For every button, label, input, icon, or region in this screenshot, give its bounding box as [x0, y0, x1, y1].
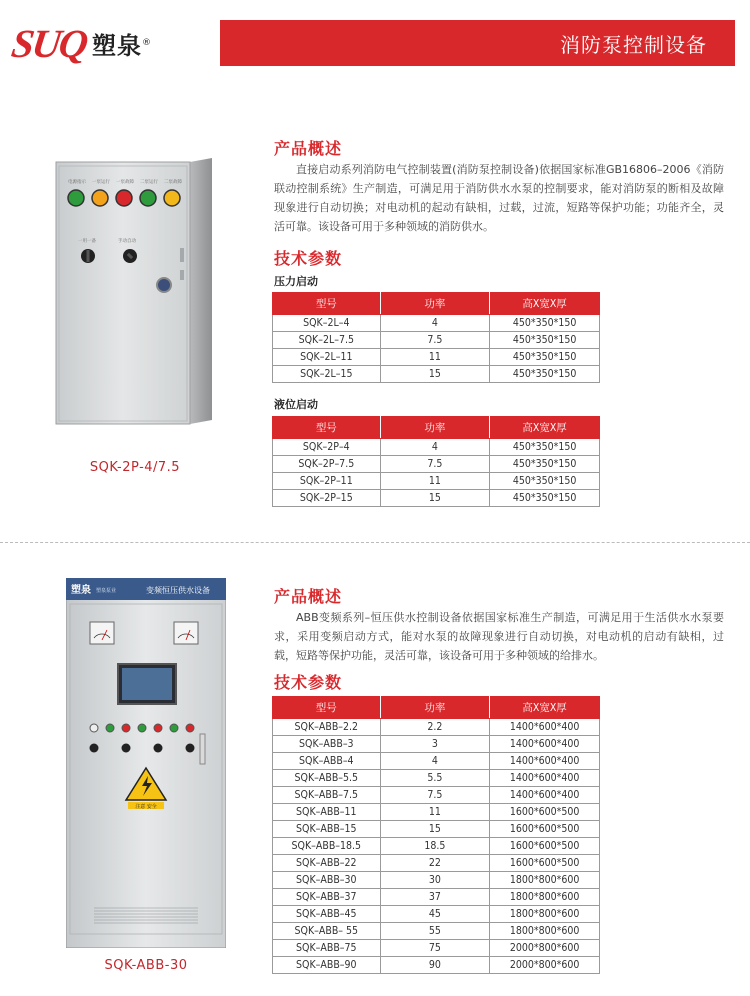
overview-title: 产品概述 — [274, 139, 343, 158]
group-title-level: 液位启动 — [274, 398, 318, 411]
column-header: 高X宽X厚 — [490, 417, 600, 439]
column-header: 高X宽X厚 — [490, 293, 600, 315]
cell-model: SQK–ABB– 55 — [273, 923, 381, 940]
table-row — [273, 490, 600, 507]
spec-table-abb — [272, 696, 600, 974]
table-row — [273, 906, 600, 923]
switch-label: 一用一备 — [78, 239, 96, 244]
switch-label: 手动自动 — [118, 239, 136, 244]
cabinet-title: 变频恒压供水设备 — [146, 586, 210, 595]
table-row — [273, 923, 600, 940]
cell-model: SQK–2P–7.5 — [273, 456, 381, 473]
stop-button — [157, 278, 171, 292]
cell-size: 1400*600*400 — [490, 719, 600, 736]
group-title-pressure: 压力启动 — [274, 275, 318, 288]
cell-size: 450*350*150 — [490, 439, 600, 456]
cell-power: 75 — [380, 940, 490, 957]
cell-power: 11 — [380, 804, 490, 821]
product-caption: SQK-2P-4/7.5 — [89, 460, 181, 475]
cell-size: 1600*600*500 — [490, 855, 600, 872]
cell-model: SQK–ABB–75 — [273, 940, 381, 957]
table-row — [273, 366, 600, 383]
cell-size: 1800*800*600 — [490, 872, 600, 889]
cell-size: 450*350*150 — [490, 349, 600, 366]
product-caption: SQK-ABB-30 — [104, 958, 188, 973]
cabinet-brand-sub: 塑泉泵业 — [96, 588, 117, 594]
cell-size: 1400*600*400 — [490, 770, 600, 787]
cell-model: SQK–ABB–7.5 — [273, 787, 381, 804]
column-header: 功率 — [380, 293, 490, 315]
spec-title: 技术参数 — [274, 249, 343, 268]
table-row — [273, 940, 600, 957]
column-header: 高X宽X厚 — [490, 697, 600, 719]
table-row — [273, 719, 600, 736]
cell-model: SQK–2L–15 — [273, 366, 381, 383]
spec-table-pressure — [272, 292, 600, 383]
cell-size: 450*350*150 — [490, 315, 600, 332]
cell-power: 11 — [380, 473, 490, 490]
table-row — [273, 855, 600, 872]
cell-power: 3 — [380, 736, 490, 753]
panel-label: 二泵故障 — [164, 180, 182, 185]
cell-power: 45 — [380, 906, 490, 923]
table-row — [273, 821, 600, 838]
cell-size: 1800*800*600 — [490, 906, 600, 923]
cell-model: SQK–ABB–4 — [273, 753, 381, 770]
cell-size: 1400*600*400 — [490, 787, 600, 804]
cell-power: 15 — [380, 821, 490, 838]
panel-label: 电源指示 — [68, 180, 86, 185]
table-row — [273, 315, 600, 332]
table-row — [273, 957, 600, 974]
cell-power: 15 — [380, 490, 490, 507]
overview-title: 产品概述 — [274, 587, 343, 606]
cell-size: 1600*600*500 — [490, 821, 600, 838]
page-title: 消防泵控制设备 — [560, 33, 707, 57]
table-row — [273, 439, 600, 456]
table-row — [273, 838, 600, 855]
cell-model: SQK–ABB–2.2 — [273, 719, 381, 736]
table-row — [273, 473, 600, 490]
overview-text: ABB变频系列–恒压供水控制设备依据国家标准生产制造，可满足用于生活供水水泵要求，采用变频启动方式，能对水泵的故障现象进行自动切换，对电动机的启动有缺相，过载，短路等保护功能，灵活可靠，该设备可用于多种领域的给排水。 — [274, 611, 724, 662]
column-header: 型号 — [273, 417, 381, 439]
table-row — [273, 736, 600, 753]
cell-power: 7.5 — [380, 332, 490, 349]
cell-size: 1600*600*500 — [490, 804, 600, 821]
cell-power: 37 — [380, 889, 490, 906]
column-header: 型号 — [273, 697, 381, 719]
cell-model: SQK–ABB–90 — [273, 957, 381, 974]
panel-label: 一泵故障 — [116, 180, 134, 185]
cell-model: SQK–ABB–18.5 — [273, 838, 381, 855]
cell-power: 4 — [380, 439, 490, 456]
table-row — [273, 872, 600, 889]
cell-power: 4 — [380, 315, 490, 332]
spec-table-level — [272, 416, 600, 507]
table-row — [273, 770, 600, 787]
brand-logo — [8, 18, 152, 68]
cell-power: 4 — [380, 753, 490, 770]
table-row — [273, 349, 600, 366]
warning-text: 注意 安全 — [135, 804, 157, 810]
cell-size: 450*350*150 — [490, 473, 600, 490]
cell-model: SQK–ABB–45 — [273, 906, 381, 923]
cell-power: 11 — [380, 349, 490, 366]
panel-label: 二泵运行 — [140, 180, 158, 185]
cell-size: 2000*800*600 — [490, 940, 600, 957]
cell-power: 55 — [380, 923, 490, 940]
cell-size: 1400*600*400 — [490, 753, 600, 770]
cell-power: 90 — [380, 957, 490, 974]
section-divider — [0, 542, 750, 543]
cell-size: 1800*800*600 — [490, 923, 600, 940]
cell-model: SQK–ABB–11 — [273, 804, 381, 821]
overview-text: 直接启动系列消防电气控制装置(消防泵控制设备)依据国家标准GB16806–2006《消防联动控制系统》生产制造，可满足用于消防供水水泵的控制要求，能对消防泵的断相及故障现象进行自动切换；对电动机的起动有缺相，过载，过流，短路等保护功能；功能齐全，灵活可靠。该设备可用于多种领域的消防供水。 — [274, 163, 724, 233]
table-row — [273, 456, 600, 473]
cell-power: 5.5 — [380, 770, 490, 787]
door-lock — [180, 248, 184, 262]
cell-model: SQK–ABB–37 — [273, 889, 381, 906]
header-banner — [220, 20, 735, 66]
cell-power: 18.5 — [380, 838, 490, 855]
cell-size: 450*350*150 — [490, 366, 600, 383]
cell-size: 1600*600*500 — [490, 838, 600, 855]
table-row — [273, 753, 600, 770]
spec-title: 技术参数 — [274, 673, 343, 692]
column-header: 功率 — [380, 697, 490, 719]
cell-model: SQK–ABB–22 — [273, 855, 381, 872]
cell-model: SQK–ABB–30 — [273, 872, 381, 889]
panel-label: 一泵运行 — [92, 180, 110, 185]
logo-mark: SUQ — [8, 20, 90, 66]
cell-model: SQK–2P–11 — [273, 473, 381, 490]
cell-model: SQK–2L–7.5 — [273, 332, 381, 349]
cell-size: 1800*800*600 — [490, 889, 600, 906]
cell-power: 2.2 — [380, 719, 490, 736]
cell-size: 450*350*150 — [490, 332, 600, 349]
cell-model: SQK–2L–11 — [273, 349, 381, 366]
product-photo-fire-pump-cabinet — [52, 158, 212, 428]
cell-model: SQK–2P–15 — [273, 490, 381, 507]
table-row — [273, 889, 600, 906]
product-photo-vfd-water-cabinet — [66, 578, 226, 948]
column-header: 功率 — [380, 417, 490, 439]
cell-size: 450*350*150 — [490, 490, 600, 507]
table-row — [273, 332, 600, 349]
cell-power: 7.5 — [380, 456, 490, 473]
cell-model: SQK–2P–4 — [273, 439, 381, 456]
cell-power: 30 — [380, 872, 490, 889]
cell-model: SQK–2L–4 — [273, 315, 381, 332]
cell-model: SQK–ABB–15 — [273, 821, 381, 838]
table-row — [273, 787, 600, 804]
cell-power: 15 — [380, 366, 490, 383]
cell-size: 1400*600*400 — [490, 736, 600, 753]
cabinet-brand: 塑泉 — [71, 585, 91, 596]
registered-mark: ® — [142, 38, 152, 48]
table-row — [273, 804, 600, 821]
cell-power: 22 — [380, 855, 490, 872]
cell-size: 450*350*150 — [490, 456, 600, 473]
column-header: 型号 — [273, 293, 381, 315]
cell-model: SQK–ABB–3 — [273, 736, 381, 753]
cell-model: SQK–ABB–5.5 — [273, 770, 381, 787]
cell-power: 7.5 — [380, 787, 490, 804]
logo-chinese-name: 塑泉 — [92, 31, 143, 60]
cell-size: 2000*800*600 — [490, 957, 600, 974]
